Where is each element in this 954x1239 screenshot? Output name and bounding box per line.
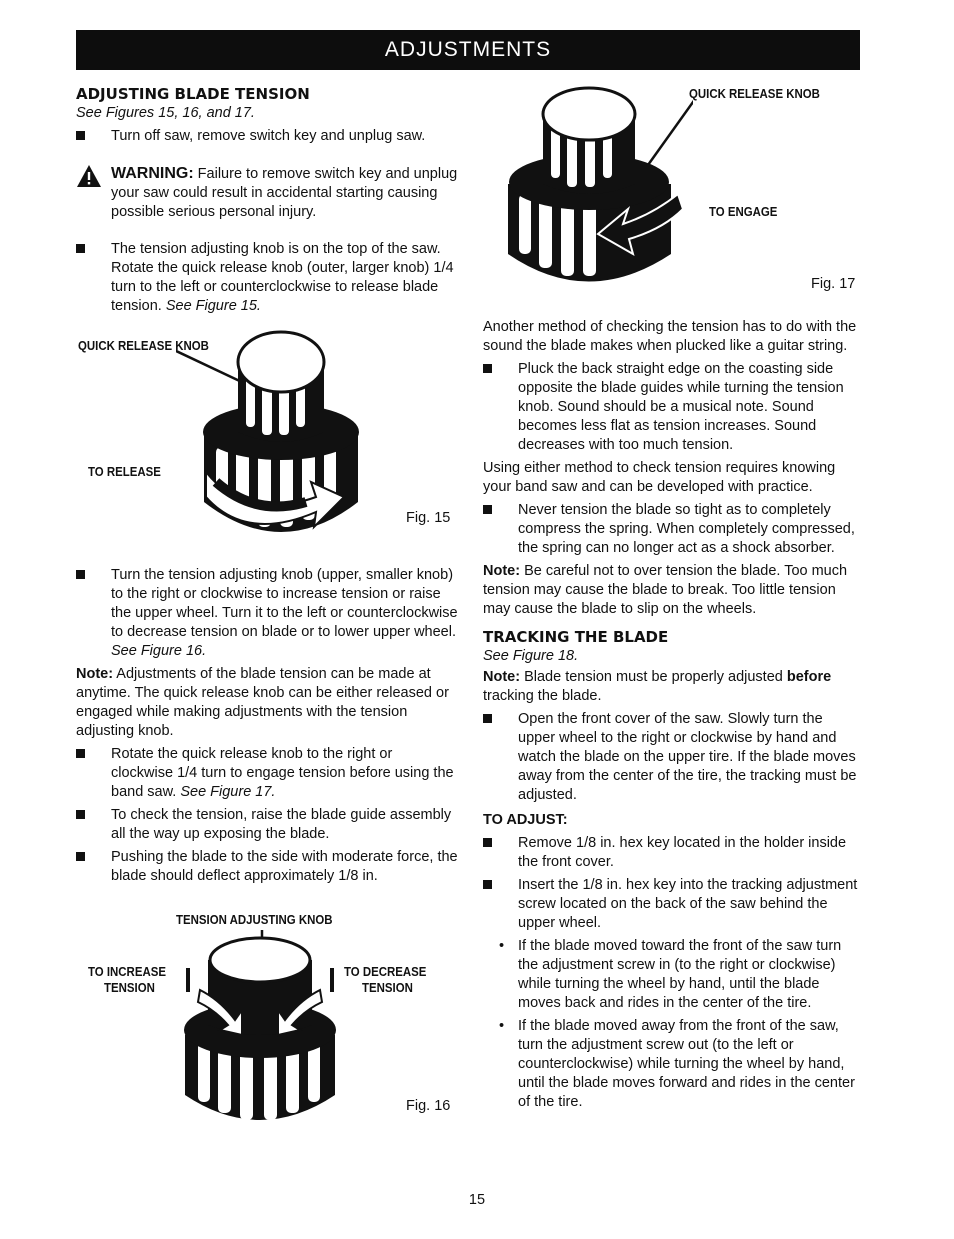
see-figure-18: See Figure 18. <box>483 648 579 664</box>
fig16-label-decrease-tension: TENSION <box>362 980 413 995</box>
dot-item-away-from-front: • If the blade moved away from the front of the saw, turn the adjustment screw out (to the left or counterclockwise) while turning the wheel by hand, until the blade moves forward and rides in the center of the tire. <box>499 1018 855 1110</box>
fig16-label-increase-tension: TENSION <box>104 980 155 995</box>
fig17-label-to-engage: TO ENGAGE <box>709 204 778 219</box>
see-figures: See Figures 15, 16, and 17. <box>76 105 255 121</box>
figure-16 <box>76 910 458 1140</box>
bullet-pluck: Pluck the back straight edge on the coasting side opposite the blade guides while turning the tension knob. Sound should be a musical note. Sound becomes less flat as tension increases. Sound decreases with too much tension. <box>483 360 863 455</box>
page-number: 15 <box>468 1192 486 1208</box>
bullet-insert-hex-key: Insert the 1/8 in. hex key into the tracking adjustment screw located on the back of the saw behind the upper wheel. <box>483 876 863 933</box>
note-before-tracking: Note: Blade tension must be properly adjusted before tracking the blade. <box>483 669 832 704</box>
dot-item-toward-front: • If the blade moved toward the front of the saw turn the adjustment screw in (to the right or clockwise) while turning the wheel by hand, until the blade moves back and rides in the center of the tire. <box>499 938 842 1011</box>
fig16-label-to-decrease: TO DECREASE <box>344 964 427 979</box>
right-column <box>483 84 863 1112</box>
fig17-label-quick-release-knob: QUICK RELEASE KNOB <box>689 86 820 101</box>
bullet-check-tension: To check the tension, raise the blade guide assembly all the way up exposing the blade. <box>76 806 458 844</box>
subheading-to-adjust: TO ADJUST: <box>483 812 568 828</box>
warning-text: Failure to remove switch key and unplug your saw could result in accidental starting causing possible serious personal injury. <box>111 166 458 220</box>
fig15-label-to-release: TO RELEASE <box>88 464 161 479</box>
fig15-number: Fig. 15 <box>406 510 451 526</box>
heading-adjusting-blade-tension: ADJUSTING BLADE TENSION <box>76 85 310 103</box>
bullet-rotate-engage: Rotate the quick release knob to the right or clockwise 1/4 turn to engage tension before using the band saw. See Figure 17. <box>76 745 458 802</box>
bullet-open-cover: Open the front cover of the saw. Slowly turn the upper wheel to the right or clockwise by hand and watch the blade on the upper tire. If the blade moves away from the center of the tire, the tracking must be adjusted. <box>483 710 863 805</box>
note-over-tension: Note: Be careful not to over tension the blade. Too much tension may cause the blade to break. Too little tension may cause the blade to slip on the wheels. <box>483 563 848 617</box>
fig16-number: Fig. 16 <box>406 1098 451 1114</box>
warning-block <box>76 164 458 222</box>
section-banner: ADJUSTMENTS <box>76 30 860 70</box>
note-adjustments: Note: Adjustments of the blade tension can be made at anytime. The quick release knob can be either released or engaged while making adjustments with the tension adjusting knob. <box>76 666 449 739</box>
left-column <box>76 84 458 1140</box>
figure-15 <box>76 322 458 562</box>
fig16-label-to-increase: TO INCREASE <box>88 964 166 979</box>
bullet-never-tension: Never tension the blade so tight as to completely compress the spring. When completely compressed, the spring can no longer act as a shock absorber. <box>483 501 863 558</box>
bullet-push-blade: Pushing the blade to the side with moderate force, the blade should deflect approximately 1/8 in. <box>76 848 458 886</box>
fig17-number: Fig. 17 <box>811 276 856 292</box>
heading-tracking-the-blade: TRACKING THE BLADE <box>483 628 669 646</box>
para-either-method: Using either method to check tension requires knowing your band saw and can be developed with practice. <box>483 460 836 495</box>
tension-adjusting-knob-illustration <box>180 930 340 1130</box>
bullet-turn-tension-knob: Turn the tension adjusting knob (upper, smaller knob) to the right or clockwise to increase tension or raise the upper wheel. Turn it to the left or counterclockwise to decrease tension on blade or to lower upper wheel. See Figure 16. <box>76 566 458 661</box>
warning-label: WARNING: <box>111 165 194 182</box>
para-another-method: Another method of checking the tension has to do with the sound the blade makes when plucked like a guitar string. <box>483 319 857 354</box>
bullet-tension-knob: The tension adjusting knob is on the top of the saw. Rotate the quick release knob (outer, larger knob) 1/4 turn to the left or counterclockwise to release blade tension. See Figure 15. <box>76 240 458 316</box>
fig16-label-tension-adjusting-knob: TENSION ADJUSTING KNOB <box>176 912 333 927</box>
fig15-label-quick-release-knob: QUICK RELEASE KNOB <box>78 338 209 353</box>
quick-release-knob-illustration <box>176 322 386 557</box>
quick-release-knob-engage-illustration <box>503 84 693 299</box>
warning-triangle-icon <box>76 164 102 188</box>
figure-17 <box>483 84 863 310</box>
bullet-turn-off: Turn off saw, remove switch key and unplug saw. <box>76 127 458 146</box>
bullet-remove-hex-key: Remove 1/8 in. hex key located in the holder inside the front cover. <box>483 834 863 872</box>
